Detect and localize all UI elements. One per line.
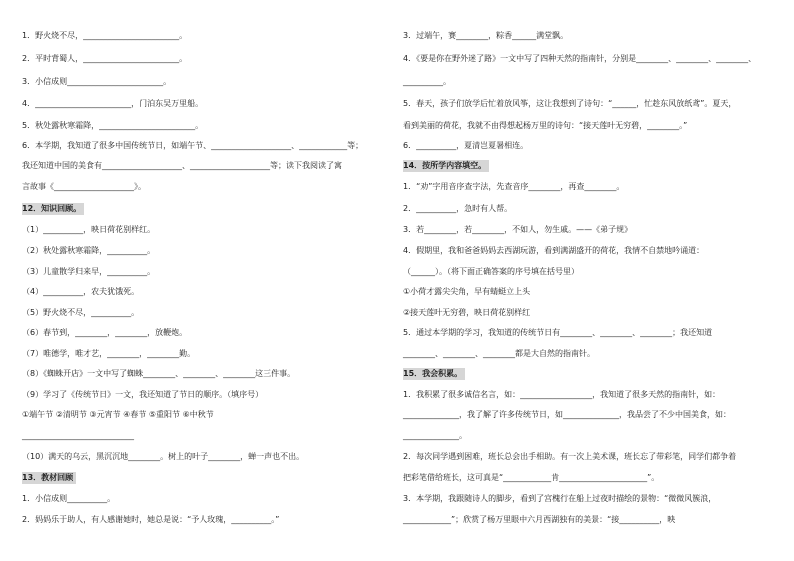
right-question-line: 5．春天，孩子们放学后忙着放风筝，这让我想到了诗句：“______，忙趁东风放纸鸢”。夏天， (403, 99, 737, 108)
right-question-line: 3．过端午，赛________，粽香______满堂飘。 (403, 31, 569, 40)
left-question-line: 4．________________________，门泊东吴万里船。 (22, 99, 204, 108)
right-question-line: 把彩笔借给班长，这可真是“____________肯______________________”。 (403, 473, 660, 482)
left-question-line: （3）儿童散学归来早，__________。 (22, 267, 156, 276)
right-question-line: 4．《要是你在野外迷了路》一文中写了四种天然的指南针，分别是________、________、________、 (403, 54, 757, 63)
left-question-line: （2）秋处露秋寒霜降，__________。 (22, 246, 156, 255)
right-question-line: 2．每次同学遇到困难，班长总会出手相助。有一次上美术课，班长忘了带彩笔，同学们都争着 (403, 452, 737, 461)
left-question-line: （8）《蜘蛛开店》一文中写了蜘蛛________、________、________这三件事。 (22, 369, 296, 378)
right-question-line: ____________”；欣赏了杨万里眼中六月西湖独有的美景：“接__________，映 (403, 515, 676, 524)
left-question-line: 3．小信成则________________________。 (22, 77, 172, 86)
left-question-line: （5）野火烧不尽，__________。 (22, 308, 140, 317)
left-question-line: ①端午节 ②清明节 ③元宵节 ④春节 ⑤重阳节 ⑥中秋节 (22, 410, 214, 419)
right-question-line: __________。 (403, 77, 451, 86)
left-question-line: 我还知道中国的美食有____________________、____________________等；读下我阅读了寓 (22, 161, 342, 170)
right-question-line: 4．假期里，我和爸爸妈妈去西湖玩游，看到满湖盛开的荷花，我情不自禁地吟诵道： (403, 246, 705, 255)
left-question-line: （6）春节到，________，________，放鞭炮。 (22, 328, 188, 337)
right-question-line: ______________，我了解了许多传统节日，如______________，我品尝了不少中国美食，如： (403, 410, 731, 419)
right-question-line: 3．若________，若________，不如人，勿生戚。——《弟子规》 (403, 225, 633, 234)
right-question-line: 1．“劝”字用音序查字法，先查音序________，再查________。 (403, 182, 625, 191)
left-question-line: 2．妈妈乐于助人，有人感谢她时，她总是说：“予人玫瑰，__________。” (22, 515, 280, 524)
left-question-line: （7）唯德学，唯才艺，________，________勤。 (22, 349, 196, 358)
right-question-line: （______）。（将下面正确答案的序号填在括号里） (403, 267, 579, 276)
right-question-line: ①小荷才露尖尖角，早有蜻蜓立上头 (403, 287, 531, 296)
right-question-line: 看到美丽的荷花，我就不由得想起杨万里的诗句：“接天莲叶无穷碧，________。” (403, 121, 688, 130)
right-question-line: ______________。 (403, 431, 467, 440)
left-question-line: 2．平时背蜀人，________________________。 (22, 54, 188, 63)
right-section-heading: 15．我会积累。 (403, 368, 465, 380)
right-question-line: 2．__________，急时有人帮。 (403, 204, 513, 213)
left-question-line: 6．本学期，我知道了很多中国传统节日，如端午节、____________________、____________等； (22, 141, 364, 150)
left-section-heading: 12．知识回顾。 (22, 203, 84, 215)
right-question-line: ________、________、________都是大自然的指南针。 (403, 349, 595, 358)
left-question-line: 1．野火烧不尽，________________________。 (22, 31, 188, 40)
left-question-line: （4）__________，农夫犹饿死。 (22, 287, 140, 296)
left-question-line: 5．秋处露秋寒霜降，________________________。 (22, 121, 204, 130)
right-section-heading: 14．按所学内容填空。 (403, 160, 489, 172)
right-question-line: 3．本学期，我跟随诗人的脚步，看到了宫槐行在船上过夜时描绘的景物：“微微风簇浪， (403, 494, 717, 503)
left-question-line: （9）学习了《传统节日》一文，我还知道了节日的顺序。（填序号） (22, 390, 264, 399)
left-question-line: （10）满天的乌云，黑沉沉地________。树上的叶子________，蝉一声也不出。 (22, 452, 305, 461)
left-question-line: 言故事《____________________》。 (22, 182, 146, 191)
right-question-line: ②接天莲叶无穷碧，映日荷花别样红 (403, 308, 531, 317)
left-question-line: ____________________________ (22, 431, 134, 440)
left-question-line: 1．小信成则__________。 (22, 494, 116, 503)
right-question-line: 5．通过本学期的学习，我知道的传统节日有________、________、________；我还知道 (403, 328, 713, 337)
left-question-line: （1）__________，映日荷花别样红。 (22, 225, 156, 234)
left-section-heading: 13．教材回顾 (22, 472, 76, 484)
right-question-line: 6．__________，夏清岂夏暑相连。 (403, 141, 529, 150)
right-question-line: 1．我积累了很多诚信名言，如：__________________，我知道了很多天然的指南针，如： (403, 390, 721, 399)
